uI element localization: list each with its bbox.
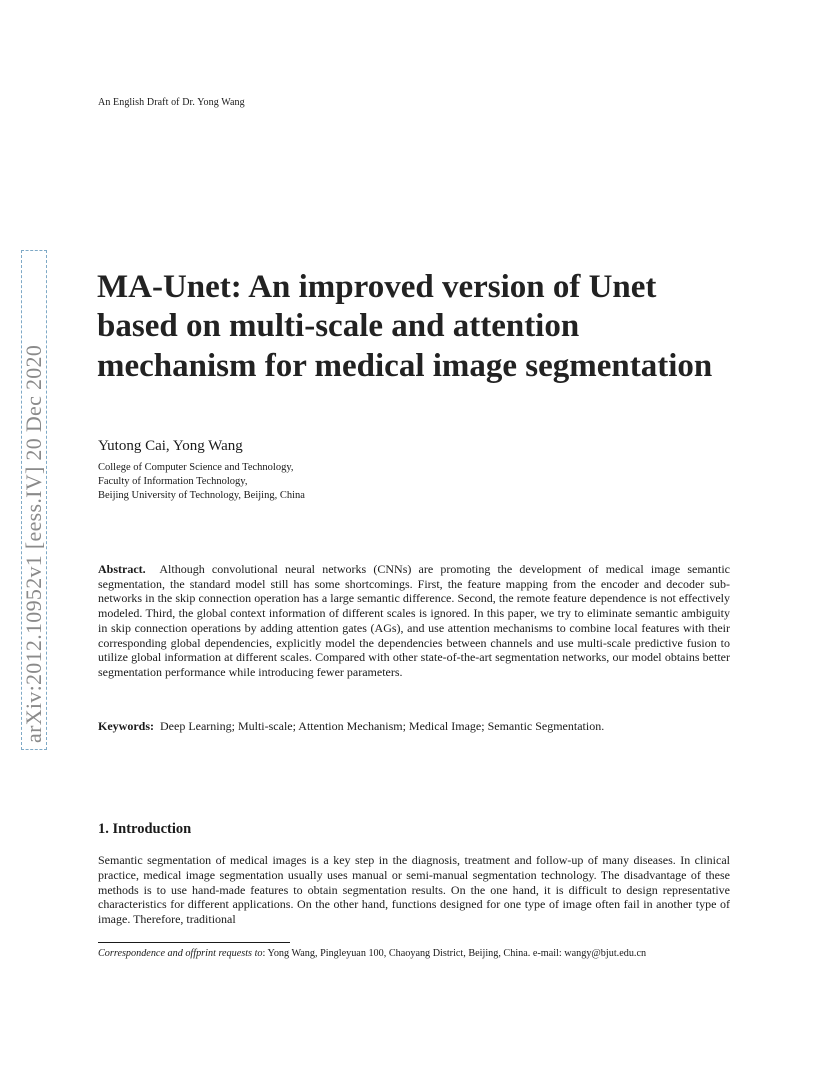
introduction-paragraph: Semantic segmentation of medical images is a key step in the diagnosis, treatment and follow-up of many diseases. In clinical practice, medical image segmentation usually uses manual or semi-manual segmentation technology. The disadvantage of these methods is to use hand-made features to obtain segmentation results. On the one hand, it is difficult to design representative characteristics for different applications. On the other hand, functions designed for one type of image often fail in another type of image. Therefore, traditional — [98, 853, 730, 927]
abstract-text: Although convolutional neural networks (CNNs) are promoting the development of medical image semantic segmentation, the standard model still has some shortcomings. First, the feature mapping from the encoder and decoder sub-networks in the skip connection operation has a large semantic difference. Second, the remote feature dependence is not effectively modeled. Third, the global context information of different scales is ignored. In this paper, we try to eliminate semantic ambiguity in skip connection operations by adding attention gates (AGs), and use attention mechanisms to combine local features with their corresponding global dependencies, explicitly model the dependencies between channels and use multi-scale predictive fusion to utilize global information at different scales. Compared with other state-of-the-art segmentation networks, our model obtains better segmentation performance while introducing fewer parameters. — [98, 562, 731, 679]
affiliation-line: College of Computer Science and Technology, — [98, 462, 294, 473]
abstract-label: Abstract. — [98, 562, 146, 576]
keywords-label: Keywords: — [98, 719, 154, 733]
author-list: Yutong Cai, Yong Wang — [98, 438, 243, 454]
section-heading-introduction: 1. Introduction — [98, 821, 192, 837]
footnote — [98, 947, 730, 960]
affiliation-block — [98, 461, 305, 503]
paper-title: MA-Unet: An improved version of Unet based on multi-scale and attention mechanism for medical image segmentation — [97, 269, 713, 384]
footnote-label: Correspondence and offprint requests to — [98, 948, 263, 959]
keywords — [98, 719, 730, 734]
abstract — [98, 562, 730, 680]
footnote-text: : Yong Wang, Pingleyuan 100, Chaoyang District, Beijing, China. e-mail: wangy@bjut.edu.cn — [262, 948, 647, 959]
running-head: An English Draft of Dr. Yong Wang — [98, 97, 245, 108]
affiliation-line: Beijing University of Technology, Beijing, China — [98, 490, 305, 501]
arxiv-identifier-stamp: arXiv:2012.10952v1 [eess.IV] 20 Dec 2020 — [21, 250, 47, 750]
affiliation-line: Faculty of Information Technology, — [98, 476, 248, 487]
footnote-divider — [98, 942, 290, 943]
keywords-text: Deep Learning; Multi-scale; Attention Mechanism; Medical Image; Semantic Segmentation. — [160, 719, 605, 733]
